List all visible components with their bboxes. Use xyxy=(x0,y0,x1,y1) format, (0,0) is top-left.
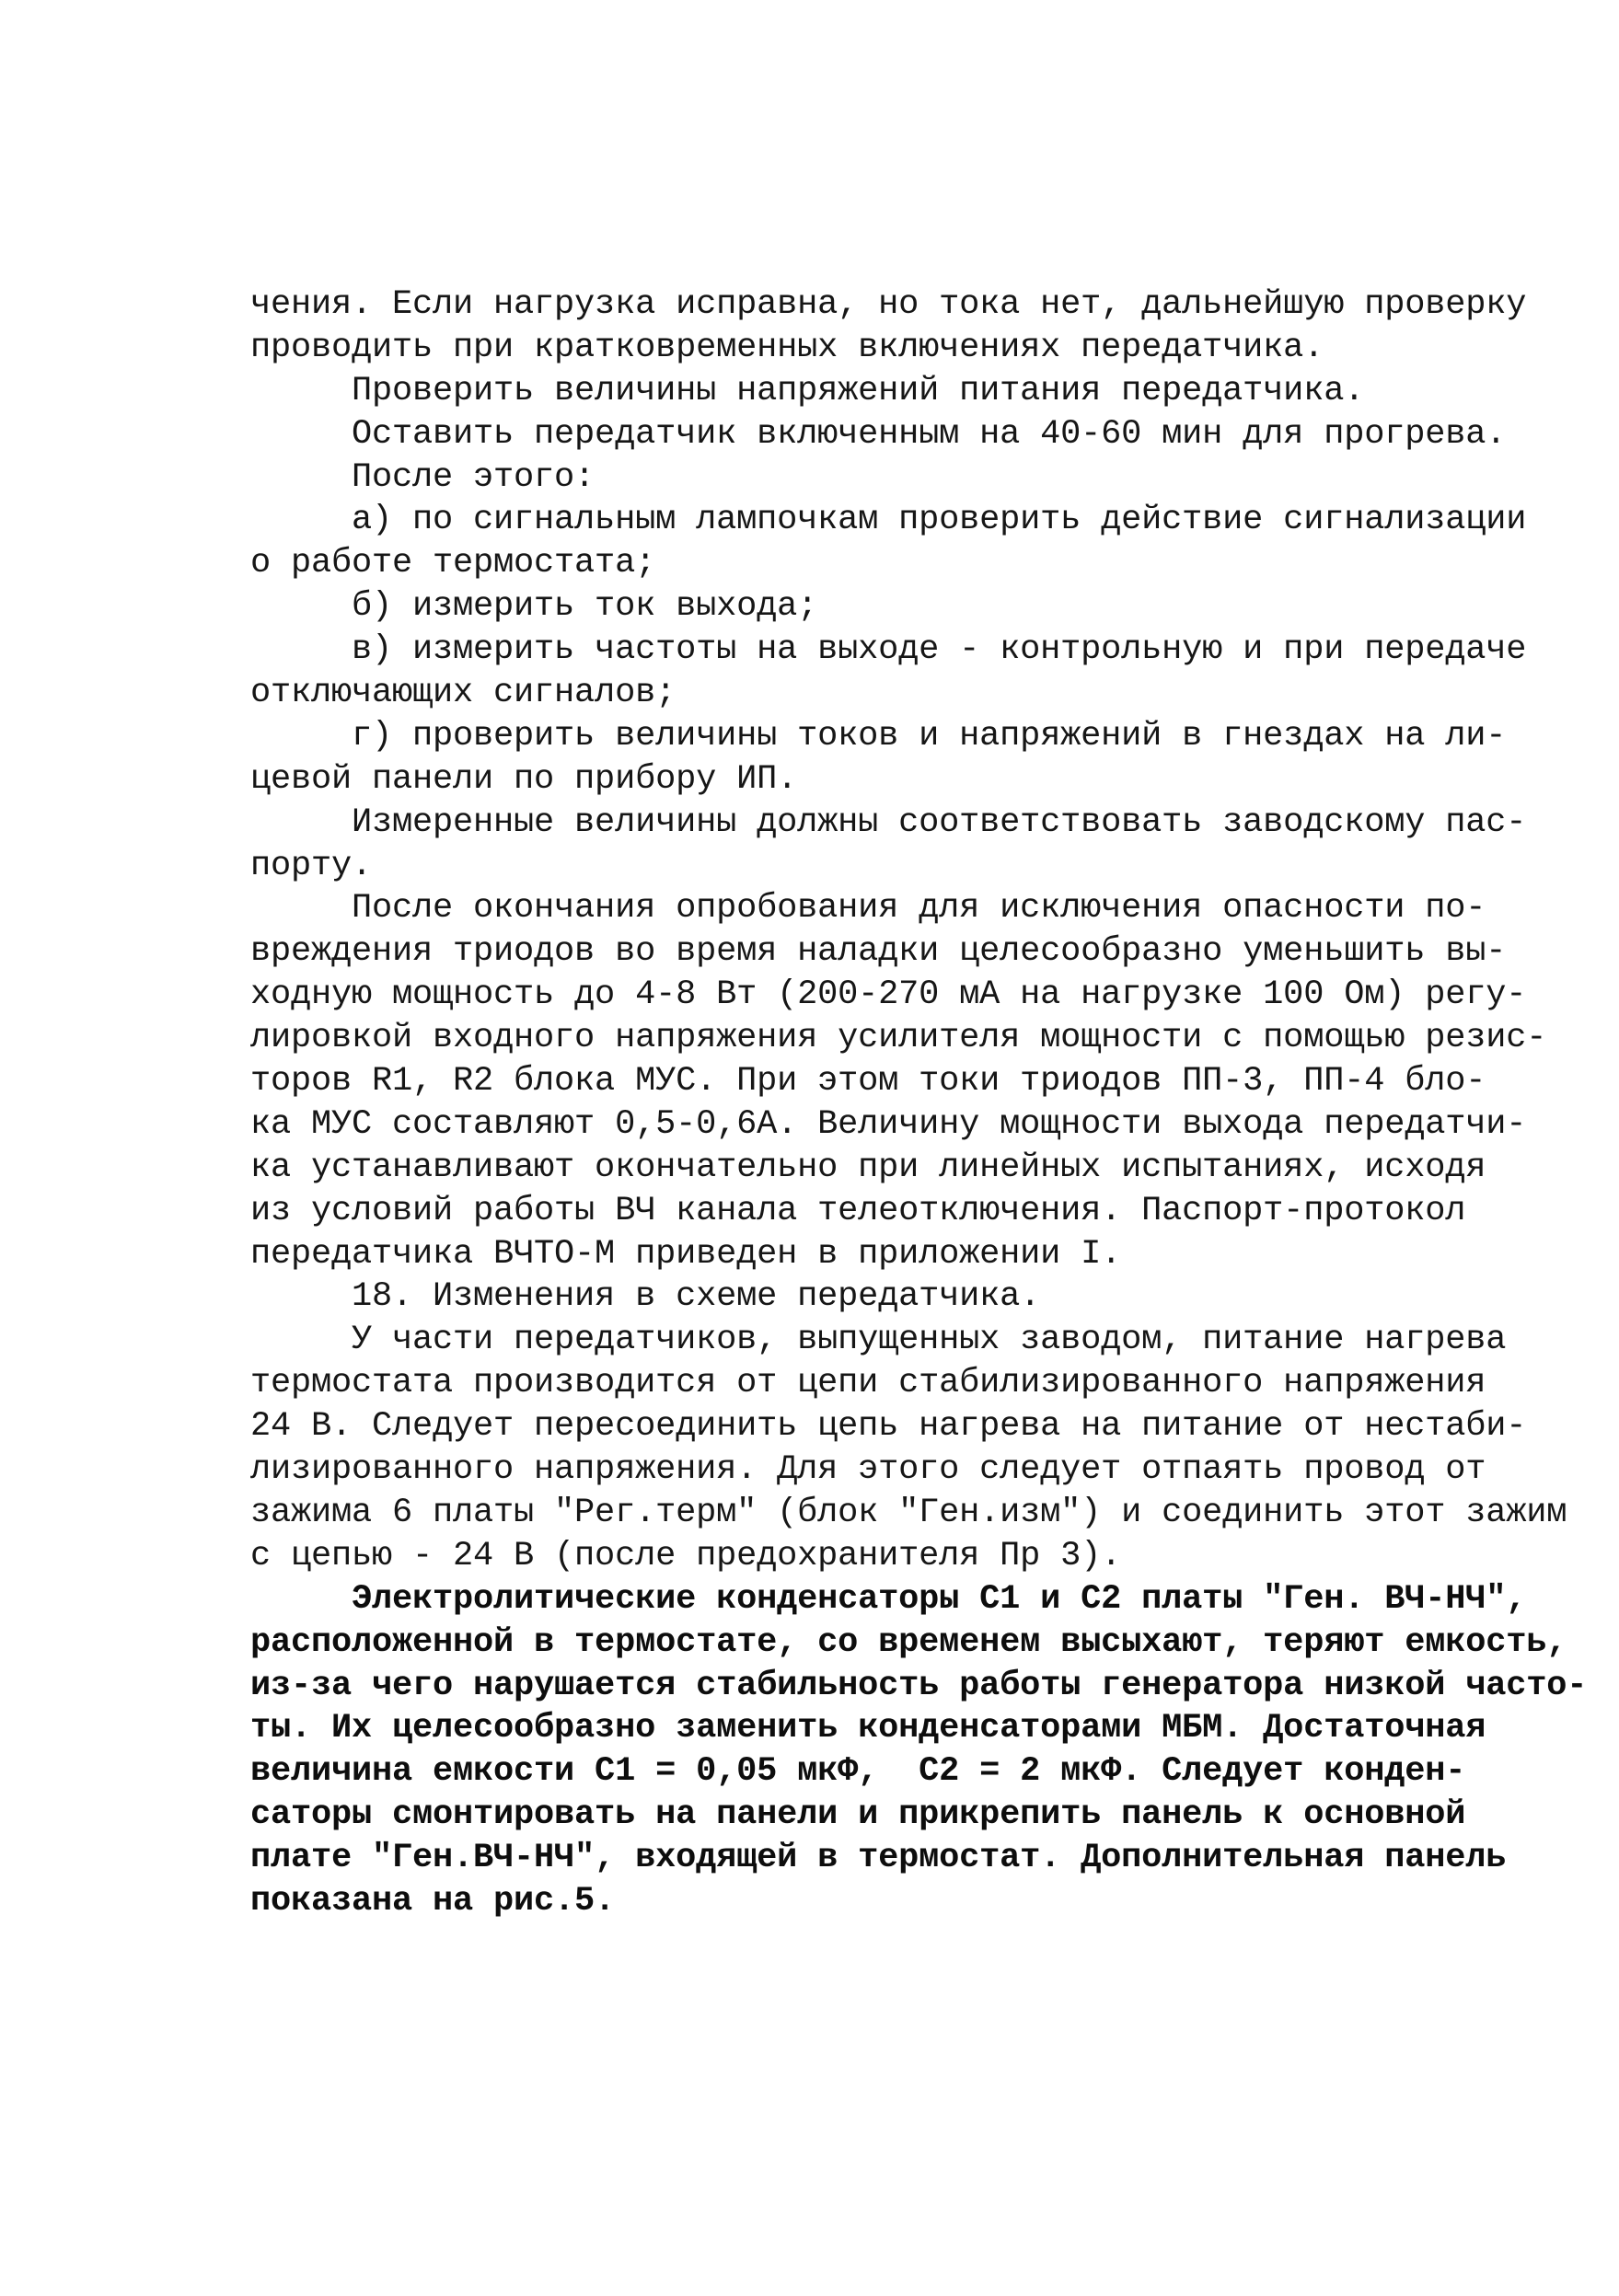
text-line: отключающих сигналов; xyxy=(250,674,677,713)
text-line: о работе термостата; xyxy=(250,544,656,583)
text-line: величина емкости C1 = 0,05 мкФ, C2 = 2 мкФ. Следует конден- xyxy=(250,1752,1466,1792)
text-line: саторы смонтировать на панели и прикрепить панель к основной xyxy=(250,1795,1466,1835)
text-line: с цепью - 24 В (после предохранителя Пр 3). xyxy=(250,1536,1122,1575)
text-line: в) измерить частоты на выходе - контрольную и при передаче xyxy=(250,630,1527,670)
text-line: После окончания опробования для исключения опасности по- xyxy=(250,889,1486,929)
text-line: ты. Их целесообразно заменить конденсаторами МБМ. Достаточная xyxy=(250,1709,1486,1748)
text-line: термостата производится от цепи стабилизированного напряжения xyxy=(250,1364,1486,1403)
text-line: 18. Изменения в схеме передатчика. xyxy=(250,1277,1041,1317)
text-line: из условий работы ВЧ канала телеотключения. Паспорт-протокол xyxy=(250,1191,1466,1230)
text-line: лировкой входного напряжения усилителя мощности с помощью резис- xyxy=(250,1019,1547,1058)
text-line: расположенной в термостате, со временем высыхают, теряют емкость, xyxy=(250,1622,1567,1662)
text-line: а) по сигнальным лампочкам проверить действие сигнализации xyxy=(250,501,1527,540)
text-line: вреждения триодов во время наладки целесообразно уменьшить вы- xyxy=(250,932,1507,972)
text-line: плате "Ген.ВЧ-НЧ", входящей в термостат. Дополнительная панель xyxy=(250,1839,1507,1878)
text-line: показана на рис.5. xyxy=(250,1881,616,1921)
text-line: ходную мощность до 4-8 Вт (200-270 мА на нагрузке 100 Ом) регу- xyxy=(250,975,1527,1015)
text-line: из-за чего нарушается стабильность работы генератора низкой часто- xyxy=(250,1666,1588,1705)
text-line: передатчика ВЧТО-М приведен в приложении I. xyxy=(250,1234,1122,1274)
text-line: б) измерить ток выхода; xyxy=(250,587,818,627)
text-line: ка устанавливают окончательно при линейных испытаниях, исходя xyxy=(250,1148,1486,1187)
text-line: зажима 6 платы "Рег.терм" (блок "Ген.изм") и соединить этот зажим xyxy=(250,1493,1567,1532)
text-line: ка МУС составляют 0,5-0,6А. Величину мощности выхода передатчи- xyxy=(250,1104,1527,1144)
text-line: У части передатчиков, выпущенных заводом, питание нагрева xyxy=(250,1321,1507,1360)
text-line: торов R1, R2 блока МУС. При этом токи триодов ПП-3, ПП-4 бло- xyxy=(250,1062,1486,1102)
text-line: лизированного напряжения. Для этого следует отпаять провод от xyxy=(250,1450,1486,1490)
text-line: Электролитические конденсаторы C1 и C2 платы "Ген. ВЧ-НЧ", xyxy=(250,1579,1527,1619)
body-text xyxy=(250,283,1588,1923)
text-line: проводить при кратковременных включениях передатчика. xyxy=(250,328,1324,367)
text-line: Измеренные величины должны соответствовать заводскому пас- xyxy=(250,802,1527,842)
text-line: порту. xyxy=(250,846,373,885)
text-line: чения. Если нагрузка исправна, но тока нет, дальнейшую проверку xyxy=(250,285,1527,324)
text-line: Проверить величины напряжений питания передатчика. xyxy=(250,371,1365,410)
text-line: После этого: xyxy=(250,457,596,497)
text-line: 24 В. Следует пересоединить цепь нагрева на питание от нестаби- xyxy=(250,1407,1527,1447)
text-line: Оставить передатчик включенным на 40-60 мин для прогрева. xyxy=(250,414,1507,454)
text-line: цевой панели по прибору ИП. xyxy=(250,759,798,799)
text-line: г) проверить величины токов и напряжений в гнездах на ли- xyxy=(250,716,1507,756)
